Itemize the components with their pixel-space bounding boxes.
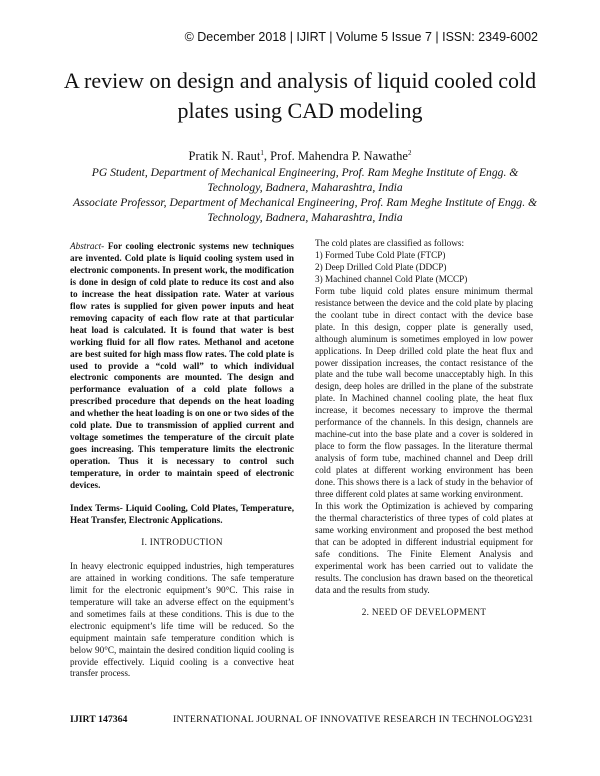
classification-intro: The cold plates are classified as follows: — [315, 238, 464, 248]
section-heading-need-of-development: 2. NEED OF DEVELOPMENT — [361, 606, 487, 617]
paper-title: A review on design and analysis of liquid cooled cold plates using CAD modeling — [63, 68, 537, 123]
affiliation-2: Associate Professor, Department of Mechanical Engineering, Prof. Ram Meghe Institute of Engg. & Technology, Badnera, Maharashtra, India — [72, 196, 538, 224]
abstract — [70, 241, 294, 492]
footer-page-number: 231 — [518, 714, 533, 725]
footer-journal-name: INTERNATIONAL JOURNAL OF INNOVATIVE RESEARCH IN TECHNOLOGY — [173, 714, 521, 725]
abstract-lead: Abstract- — [70, 241, 105, 251]
list-item: 3) Machined channel Cold Plate (MCCP) — [315, 273, 468, 284]
intro-paragraph: In heavy electronic equipped industries, high temperatures are attained in working conditions. The safe temperature limit for the electronic equipment’s 90°C. This raise in temperature will take an adverse effect on the equipment’s and sometimes fails at these conditions. This is due to the electronic equipment’s life time will be reduced. So the equipment maintain safe temperature condition which is below 90°C, maintain the desired condition liquid cooling is provide effectively. Liquid cooling is a convective heat transfer process. — [70, 560, 294, 679]
author-1: Pratik N. Raut — [188, 149, 261, 163]
journal-header: © December 2018 | IJIRT | Volume 5 Issue 7 | ISSN: 2349-6002 — [184, 30, 538, 44]
right-column — [315, 238, 533, 631]
abstract-text: For cooling electronic systems new techniques are invented. Cold plate is liquid cooling system used in electronic components. In present work, the modification is done in design of cold plate to reduce its cost and also to increase the heat dissipation rate. Water at various flow rates is supplied for given power inputs and heat removing capacity of each flow rate at that particular heat load is calculated. It is found that water is best working fluid for all flow rates. Methanol and acetone are best suited for high mass flow rates. The cold plate is used to provide a “cold wall” to which individual electronic components are mounted. The design and performance evaluation of a cold plate follows a prescribed procedure that depends on the heat loading and whether the heat loading is on one or two sides of the cold plate. Due to transmission of applied current and voltage sometimes the temperature of the circuit plate goes increasing. This temperature limits the electronic operation. Thus it is necessary to control such temperature, in order to maintain speed of electronic devices. — [70, 241, 294, 491]
list-item: 1) Formed Tube Cold Plate (FTCP) — [315, 249, 446, 260]
list-item: 2) Deep Drilled Cold Plate (DDCP) — [315, 261, 447, 272]
left-column — [70, 241, 294, 680]
classification-list — [315, 250, 533, 286]
author-1-superscript: 1 — [260, 149, 264, 157]
author-2-superscript: 2 — [407, 149, 412, 157]
section-heading-introduction: I. INTRODUCTION — [141, 536, 223, 547]
body-paragraph-2: In this work the Optimization is achieved by comparing the thermal characteristics of three types of cold plates at same working environment and proposed the best method that can be adopted in different industrial equipment for safe conditions. The Finite Element Analysis and experimental work has been carried out to validate the results. The conclusion has drawn based on the theoretical data and the results from study. — [315, 500, 533, 595]
index-terms: Index Terms- Liquid Cooling, Cold Plates, Temperature, Heat Transfer, Electronic Applications. — [70, 503, 294, 525]
author-separator: , — [263, 149, 271, 163]
author-line — [0, 149, 600, 164]
body-paragraph-1: Form tube liquid cold plates ensure minimum thermal resistance between the device and the cold plate by placing the coolant tube in direct contact with the device base plate. In this design, copper plate is generally used, although aluminum is sometimes employed in low power applications. In Deep drilled cold plate the heat flux and power dissipation increases, the contact resistance of the plate and the tube wall become unacceptably high. In this design, deep holes are drilled in the plane of the substrate plate. In Machined channel cooling plate, the heat flux increase, it becomes necessary to improve the thermal performance of the channels. In this design, channels are machine-cut into the base plate and a cover is soldered in place to form the flow passages. In the literature thermal analysis of form tube, machined channel and Deep drill cold plates at different working environment has been done. This shows there is a lack of study in the behavior of three different cold plates at same working environment. — [315, 285, 533, 500]
author-2: Prof. Mahendra P. Nawathe — [270, 149, 408, 163]
footer-paper-id: IJIRT 147364 — [70, 714, 128, 725]
affiliation-1: PG Student, Department of Mechanical Engineering, Prof. Ram Meghe Institute of Engg. & Technology, Badnera, Maharashtra, India — [91, 166, 519, 194]
